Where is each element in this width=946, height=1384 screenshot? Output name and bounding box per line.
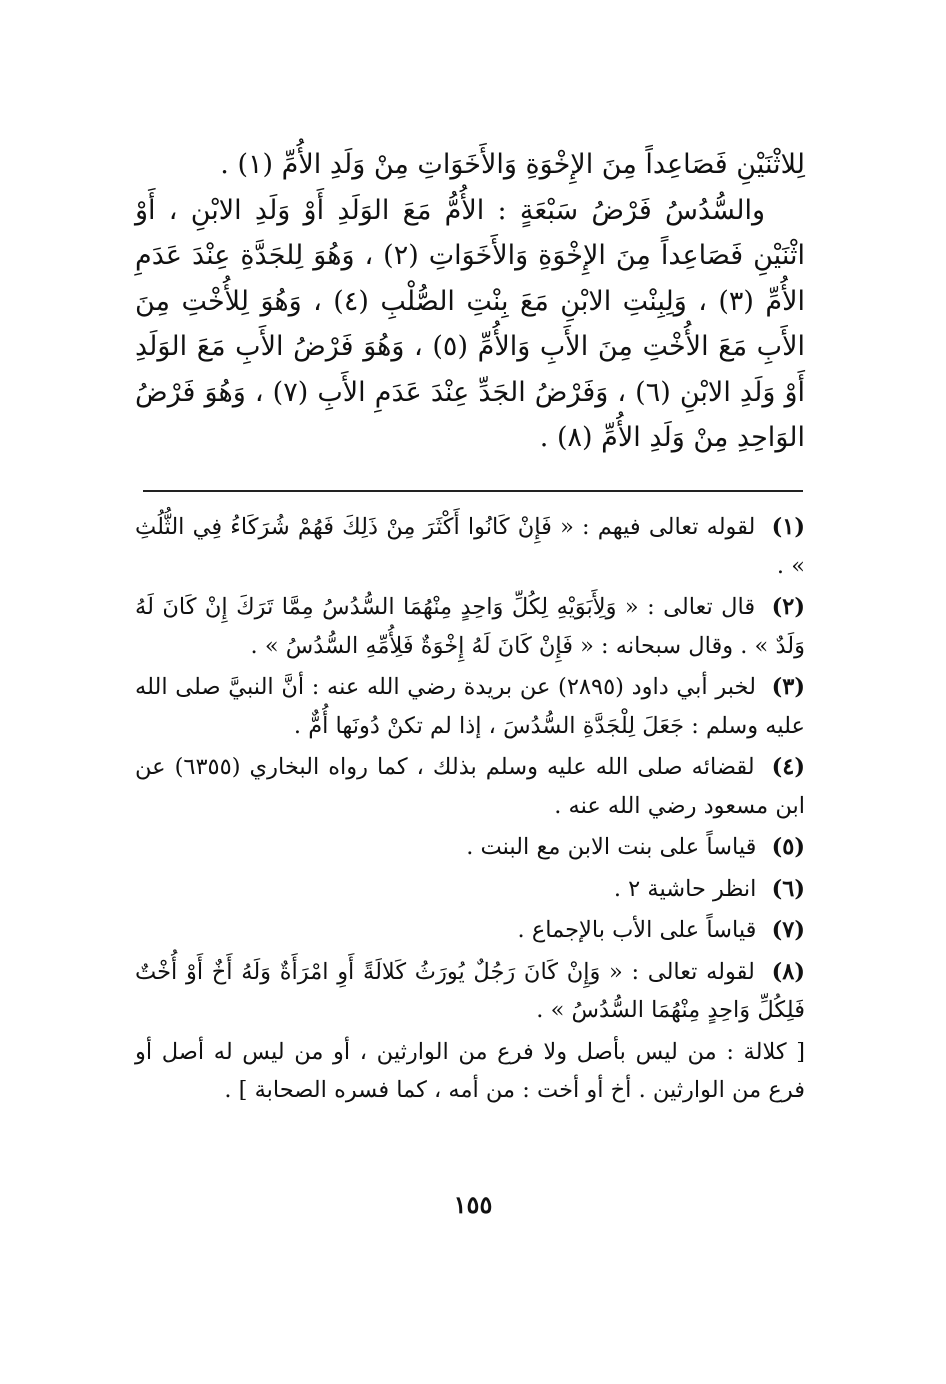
gloss-text: [ كلالة : من ليس بأصل ولا فرع من الوارثين ، أو من ليس له أصل أو فرع من الوارثين . أخ أو أخت : من أمه ، كما فسره الصحابة ] . bbox=[135, 1038, 805, 1103]
footnote-1 bbox=[135, 508, 805, 585]
footnote-text: قياساً على الأب بالإجماع . bbox=[517, 917, 757, 943]
footnote-number: (٧) bbox=[771, 917, 805, 943]
footnote-number: (٥) bbox=[771, 834, 805, 860]
footnote-8 bbox=[135, 953, 805, 1030]
footnote-6 bbox=[135, 870, 805, 909]
footnote-text: لقوله تعالى : « وَإِنْ كَانَ رَجُلٌ يُورَثُ كَلالَةً أَوِ امْرَأَةٌ وَلَهُ أَخٌ أَوْ أُخْتٌ فَلِكُلِّ وَاحِدٍ مِنْهُمَا السُّدُسُ » . bbox=[135, 958, 805, 1023]
footnote-number: (٢) bbox=[771, 594, 805, 620]
footnote-7 bbox=[135, 911, 805, 950]
footnotes bbox=[135, 508, 805, 1113]
footnote-text: انظر حاشية ٢ . bbox=[613, 875, 757, 902]
footnote-text: لخبر أبي داود (٢٨٩٥) عن بريدة رضي الله عنه : أنَّ النبيَّ صلى الله عليه وسلم : جَعَلَ لِلْجَدَّةِ السُّدُسَ ، إذا لم تكنْ دُونَها أُمٌّ . bbox=[135, 674, 805, 739]
footnote-text: لقضائه صلى الله عليه وسلم بذلك ، كما رواه البخاري (٦٣٥٥) عن ابن مسعود رضي الله عنه . bbox=[135, 754, 805, 819]
gloss-note bbox=[135, 1033, 805, 1110]
footnote-number: (٤) bbox=[771, 754, 806, 780]
footnote-number: (٣) bbox=[771, 674, 805, 700]
main-paragraph-1: لِلاثْنَيْنِ فَصَاعِداً مِنَ الإِخْوَةِ وَالأَخَوَاتِ مِنْ وَلَدِ الأُمِّ (١) . bbox=[220, 149, 805, 180]
footnote-2 bbox=[135, 588, 805, 665]
footnote-number: (٦) bbox=[771, 875, 805, 902]
footnote-text: قياساً على بنت الابن مع البنت . bbox=[466, 834, 757, 860]
main-text bbox=[135, 142, 805, 461]
footnote-divider bbox=[143, 490, 803, 492]
footnote-3 bbox=[135, 668, 805, 745]
main-paragraph-2: والسُّدُسُ فَرْضُ سَبْعَةٍ : الأُمُّ مَعَ الوَلَدِ أَوْ وَلَدِ الابْنِ ، أَوْ اثْنَيْنِ فَصَاعِداً مِنَ الإِخْوَةِ وَالأَخَوَاتِ (٢) ، وَهُوَ لِلجَدَّةِ عِنْدَ عَدَمِ الأُمِّ (٣) ، وَلِبِنْتِ الابْنِ مَعَ بِنْتِ الصُّلْبِ (٤) ، وَهُوَ لِلأُخْتِ مِنَ الأَبِ مَعَ الأُخْتِ مِنَ الأَبِ وَالأُمِّ (٥) ، وَهُوَ فَرْضُ الأَبِ مَعَ الوَلَدِ أَوْ وَلَدِ الابْنِ (٦) ، وَفَرْضُ الجَدِّ عِنْدَ عَدَمِ الأَبِ (٧) ، وَهُوَ فَرْضُ الوَاحِدِ مِنْ وَلَدِ الأُمِّ (٨) . bbox=[135, 194, 806, 453]
footnote-text: لقوله تعالى فيهم : « فَإِنْ كَانُوا أَكْثَرَ مِنْ ذَلِكَ فَهُمْ شُرَكَاءُ فِي الثُّلُثِ » . bbox=[135, 514, 805, 579]
footnote-number: (٨) bbox=[771, 958, 805, 985]
footnote-text: قال تعالى : « وَلِأَبَوَيْهِ لِكُلِّ وَاحِدٍ مِنْهُمَا السُّدُسُ مِمَّا تَرَكَ إِنْ كَانَ لَهُ وَلَدٌ » . وقال سبحانه : « فَإِنْ كَانَ لَهُ إِخْوَةٌ فَلِأُمِّهِ السُّدُسُ » . bbox=[135, 594, 805, 659]
footnote-5 bbox=[135, 828, 805, 867]
footnote-4 bbox=[135, 748, 805, 825]
page-number: ١٥٥ bbox=[453, 1190, 493, 1219]
footnote-number: (١) bbox=[771, 514, 806, 540]
